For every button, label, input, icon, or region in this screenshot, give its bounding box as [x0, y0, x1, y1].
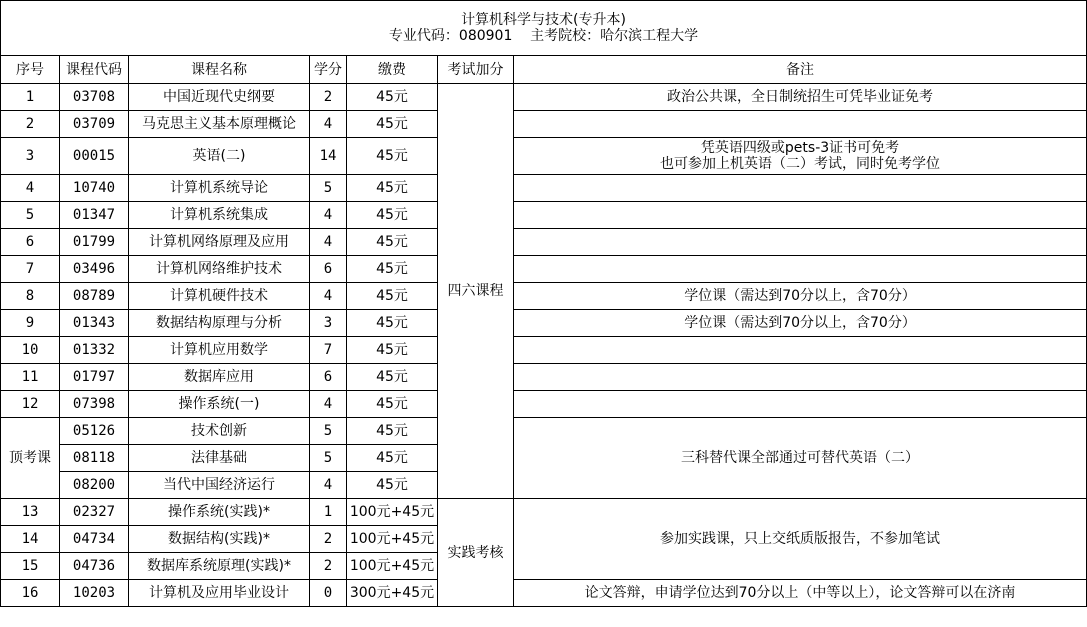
cell-fee: 300元+45元: [347, 580, 438, 607]
cell-name: 马克思主义基本原理概论: [129, 111, 310, 138]
cell-credit: 4: [310, 111, 347, 138]
header-seq: 序号: [1, 56, 60, 84]
cell-code: 01347: [60, 202, 129, 229]
cell-code: 03709: [60, 111, 129, 138]
cell-fee: 45元: [347, 84, 438, 111]
cell-credit: 2: [310, 553, 347, 580]
cell-name: 数据结构原理与分析: [129, 310, 310, 337]
substitute-remark: 三科替代课全部通过可替代英语（二）: [514, 418, 1087, 499]
cell-remark: [514, 391, 1087, 418]
header-row: [1, 56, 1087, 84]
header-code: 课程代码: [60, 56, 129, 84]
cell-remark: [514, 175, 1087, 202]
cell-remark: [514, 202, 1087, 229]
cell-code: 03708: [60, 84, 129, 111]
cell-credit: 0: [310, 580, 347, 607]
header-name: 课程名称: [129, 56, 310, 84]
cell-credit: 4: [310, 202, 347, 229]
table-row: [1, 175, 1087, 202]
cell-fee: 45元: [347, 418, 438, 445]
table-row: [1, 202, 1087, 229]
cell-name: 计算机网络原理及应用: [129, 229, 310, 256]
cell-code: 01332: [60, 337, 129, 364]
cell-fee: 100元+45元: [347, 553, 438, 580]
cell-seq: 3: [1, 138, 60, 175]
cell-code: 07398: [60, 391, 129, 418]
cell-fee: 45元: [347, 283, 438, 310]
cell-code: 08200: [60, 472, 129, 499]
table-row-practice: [1, 580, 1087, 607]
cell-name: 操作系统(实践)*: [129, 499, 310, 526]
cell-name: 技术创新: [129, 418, 310, 445]
group-four-six: 四六课程: [438, 84, 514, 499]
table-row: [1, 84, 1087, 111]
cell-remark: [514, 256, 1087, 283]
table-row: [1, 283, 1087, 310]
table-row: [1, 111, 1087, 138]
cell-credit: 2: [310, 84, 347, 111]
cell-credit: 4: [310, 472, 347, 499]
cell-remark: [514, 337, 1087, 364]
cell-code: 08118: [60, 445, 129, 472]
cell-name: 数据结构(实践)*: [129, 526, 310, 553]
cell-code: 10740: [60, 175, 129, 202]
cell-name: 计算机应用数学: [129, 337, 310, 364]
table-row: [1, 138, 1087, 175]
cell-name: 英语(二): [129, 138, 310, 175]
cell-fee: 45元: [347, 445, 438, 472]
cell-credit: 3: [310, 310, 347, 337]
cell-fee: 45元: [347, 256, 438, 283]
table-row: [1, 310, 1087, 337]
cell-name: 计算机系统导论: [129, 175, 310, 202]
cell-remark: [514, 364, 1087, 391]
cell-code: 10203: [60, 580, 129, 607]
cell-seq: 13: [1, 499, 60, 526]
cell-fee: 45元: [347, 202, 438, 229]
cell-credit: 5: [310, 418, 347, 445]
table-row: [1, 337, 1087, 364]
cell-fee: 45元: [347, 138, 438, 175]
cell-seq: 7: [1, 256, 60, 283]
cell-name: 当代中国经济运行: [129, 472, 310, 499]
thesis-remark: 论文答辩，申请学位达到70分以上（中等以上），论文答辩可以在济南: [514, 580, 1087, 607]
cell-seq: 5: [1, 202, 60, 229]
table-row: [1, 391, 1087, 418]
cell-fee: 45元: [347, 337, 438, 364]
cell-credit: 6: [310, 364, 347, 391]
cell-seq: 6: [1, 229, 60, 256]
table-row: [1, 229, 1087, 256]
cell-credit: 4: [310, 229, 347, 256]
major-title: 计算机科学与技术(专升本): [461, 12, 626, 28]
remark-line: 也可参加上机英语（二）考试，同时免考学位: [660, 156, 941, 172]
cell-seq: 10: [1, 337, 60, 364]
cell-code: 01343: [60, 310, 129, 337]
cell-seq: 11: [1, 364, 60, 391]
title-cell: [1, 1, 1087, 56]
cell-fee: 45元: [347, 472, 438, 499]
cell-name: 中国近现代史纲要: [129, 84, 310, 111]
cell-seq: 15: [1, 553, 60, 580]
cell-credit: 5: [310, 445, 347, 472]
cell-code: 00015: [60, 138, 129, 175]
table-row: [1, 364, 1087, 391]
cell-code: 02327: [60, 499, 129, 526]
cell-seq: 4: [1, 175, 60, 202]
cell-name: 数据库系统原理(实践)*: [129, 553, 310, 580]
table-row: [1, 256, 1087, 283]
cell-credit: 6: [310, 256, 347, 283]
cell-name: 法律基础: [129, 445, 310, 472]
cell-code: 05126: [60, 418, 129, 445]
cell-remark: [514, 111, 1087, 138]
table-row-practice: [1, 499, 1087, 526]
cell-name: 操作系统(一): [129, 391, 310, 418]
cell-code: 04736: [60, 553, 129, 580]
cell-code: 03496: [60, 256, 129, 283]
header-remark: 备注: [514, 56, 1087, 84]
cell-credit: 4: [310, 391, 347, 418]
cell-fee: 100元+45元: [347, 526, 438, 553]
cell-seq: 1: [1, 84, 60, 111]
header-fee: 缴费: [347, 56, 438, 84]
cell-remark: [514, 229, 1087, 256]
cell-name: 计算机硬件技术: [129, 283, 310, 310]
header-exam-bonus: 考试加分: [438, 56, 514, 84]
cell-fee: 45元: [347, 391, 438, 418]
cell-seq: 12: [1, 391, 60, 418]
cell-code: 01799: [60, 229, 129, 256]
header-credit: 学分: [310, 56, 347, 84]
cell-fee: 45元: [347, 175, 438, 202]
cell-remark: 政治公共课，全日制统招生可凭毕业证免考: [514, 84, 1087, 111]
cell-credit: 1: [310, 499, 347, 526]
cell-fee: 45元: [347, 364, 438, 391]
cell-credit: 2: [310, 526, 347, 553]
cell-code: 01797: [60, 364, 129, 391]
cell-credit: 4: [310, 283, 347, 310]
cell-seq: 16: [1, 580, 60, 607]
cell-name: 计算机及应用毕业设计: [129, 580, 310, 607]
cell-fee: 45元: [347, 310, 438, 337]
major-code-and-school: 专业代码：080901 主考院校：哈尔滨工程大学: [388, 28, 699, 44]
cell-credit: 7: [310, 337, 347, 364]
cell-fee: 100元+45元: [347, 499, 438, 526]
group-practice: 实践考核: [438, 499, 514, 607]
remark-line: 凭英语四级或pets-3证书可免考: [700, 140, 900, 156]
cell-seq: 9: [1, 310, 60, 337]
cell-seq: 14: [1, 526, 60, 553]
cell-name: 数据库应用: [129, 364, 310, 391]
cell-remark: [514, 138, 1087, 175]
group-substitute: 顶考课: [1, 418, 60, 499]
cell-fee: 45元: [347, 111, 438, 138]
cell-fee: 45元: [347, 229, 438, 256]
practice-remark: 参加实践课，只上交纸质版报告，不参加笔试: [514, 499, 1087, 580]
cell-credit: 5: [310, 175, 347, 202]
cell-name: 计算机系统集成: [129, 202, 310, 229]
cell-seq: 8: [1, 283, 60, 310]
cell-remark: 学位课（需达到70分以上，含70分）: [514, 283, 1087, 310]
cell-code: 04734: [60, 526, 129, 553]
table-row-substitute: [1, 418, 1087, 445]
cell-code: 08789: [60, 283, 129, 310]
cell-name: 计算机网络维护技术: [129, 256, 310, 283]
cell-remark: 学位课（需达到70分以上，含70分）: [514, 310, 1087, 337]
cell-credit: 14: [310, 138, 347, 175]
cell-seq: 2: [1, 111, 60, 138]
